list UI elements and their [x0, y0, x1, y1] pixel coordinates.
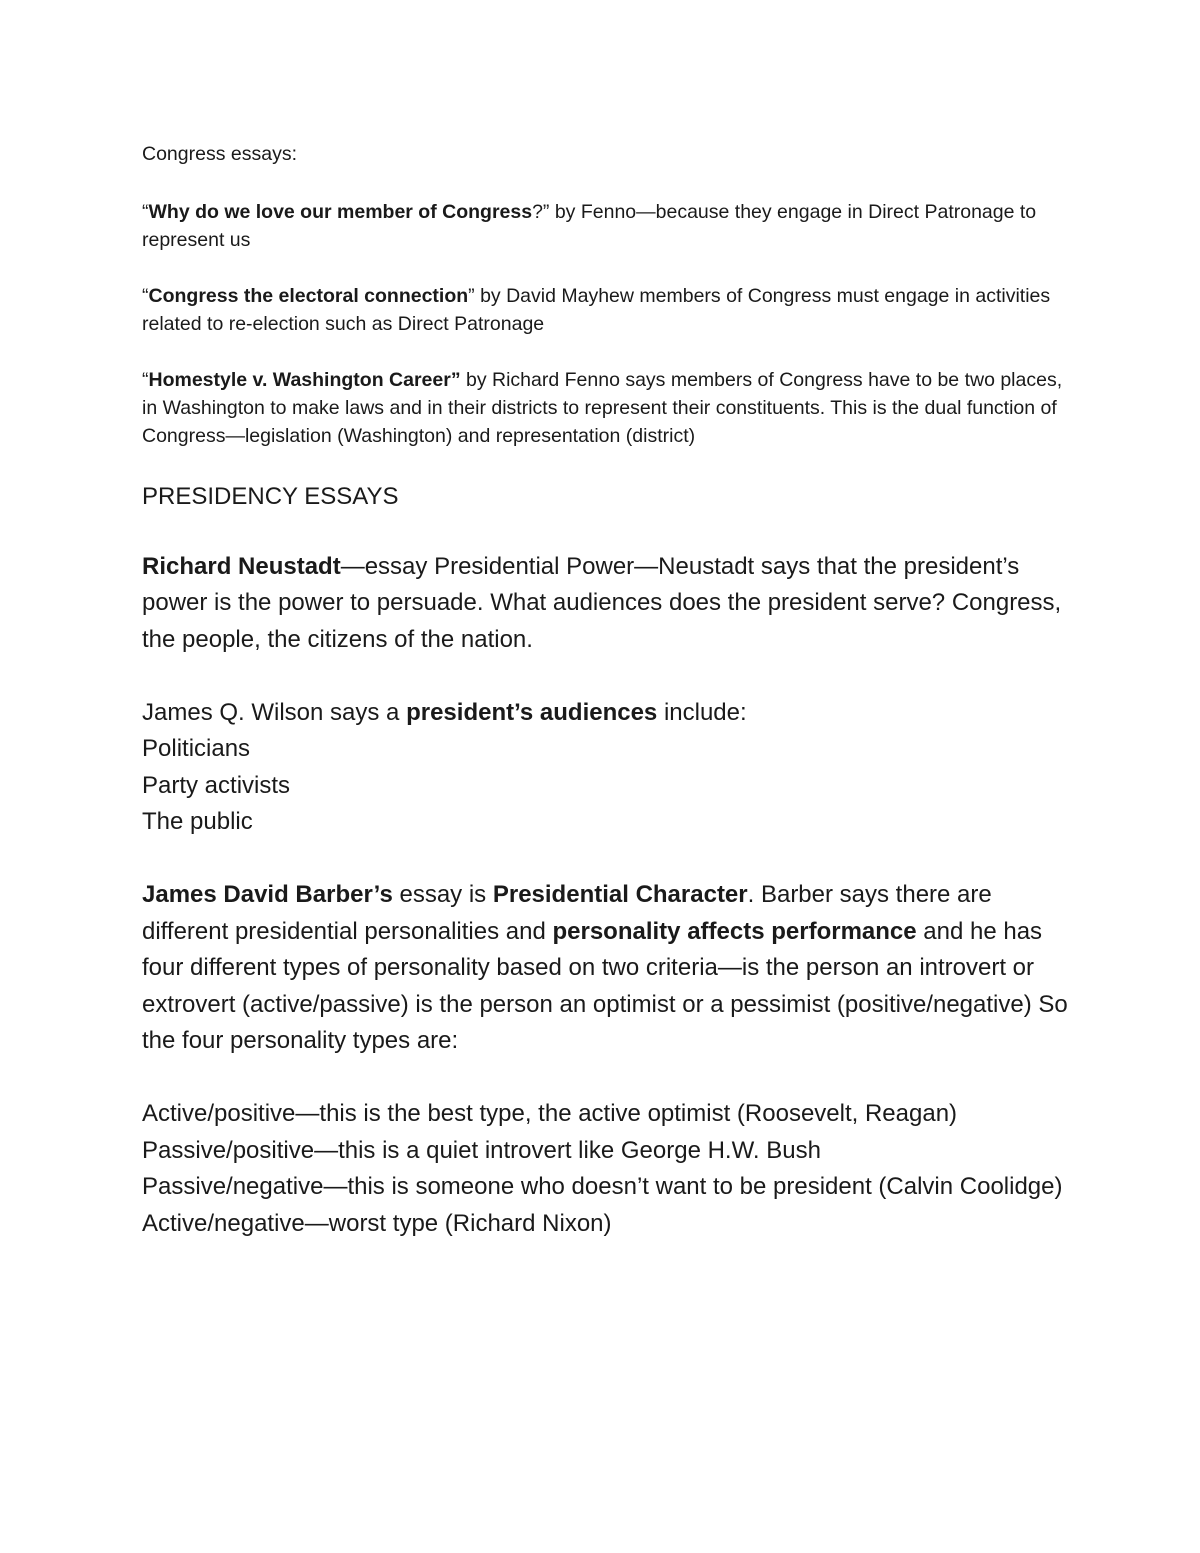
essay-description: by Richard Fenno says members of Congress have to be two places, in Washington to make laws and in their districts to represent their constituents. This is the dual function of Congress—legislation (Washington) and representation (district): [142, 369, 1063, 447]
bold-phrase: personality affects performance: [552, 917, 917, 945]
author-name: Richard Neustadt: [142, 552, 341, 580]
essay-title: Presidential Character: [492, 881, 748, 908]
audience-item: The public: [142, 808, 253, 835]
neustadt-paragraph: [142, 549, 1082, 659]
personality-type-item: Active/positive—this is the best type, the active optimist (Roosevelt, Reagan): [142, 1100, 958, 1127]
spacer: [142, 841, 1082, 878]
barber-paragraph: [142, 877, 1082, 1060]
bold-phrase: president’s audiences: [406, 698, 658, 726]
congress-essay-mayhew: [142, 282, 1082, 338]
open-quote: “: [142, 201, 149, 223]
personality-type-item: Passive/negative—this is someone who doesn’t want to be president (Calvin Coolidge): [142, 1173, 1063, 1200]
essay-title: Why do we love our member of Congress: [148, 201, 533, 223]
author-name: James David Barber’s: [142, 881, 393, 908]
essay-title: Homestyle v. Washington Career”: [148, 369, 461, 391]
essay-title: Congress the electoral connection: [148, 285, 469, 307]
open-quote: “: [142, 369, 149, 391]
paragraph-text: include:: [657, 698, 747, 726]
paragraph-text: —essay Presidential Power—Neustadt says that the president’s power is the power to persuade. What audiences does the president serve? Congress, the people, the citizens of the nation.: [142, 552, 1062, 653]
congress-intro: Congress essays:: [142, 143, 297, 165]
spacer: [142, 1060, 1082, 1097]
open-quote: “: [142, 285, 149, 307]
paragraph-text: and he has four different types of personality based on two criteria—is the person an introvert or extrovert (active/passive) is the person an optimist or a pessimist (positive/negative) So the four personality types are:: [142, 917, 1068, 1054]
personality-type-item: Passive/positive—this is a quiet introvert like George H.W. Bush: [142, 1136, 821, 1164]
document-page: [142, 140, 1082, 1242]
congress-essay-homestyle: [142, 366, 1082, 450]
audience-item: Politicians: [142, 735, 251, 762]
wilson-paragraph: [142, 695, 1082, 841]
congress-essay-fenno: [142, 198, 1082, 254]
essay-description: by Fenno—because they engage in Direct Patronage to represent us: [142, 201, 1037, 251]
presidency-heading: PRESIDENCY ESSAYS: [142, 483, 399, 510]
paragraph-text: . Barber says there are different presidential personalities and: [142, 881, 992, 945]
personality-type-item: Active/negative—worst type (Richard Nixon): [142, 1209, 612, 1237]
paragraph-text: James Q. Wilson says a: [142, 698, 407, 726]
personality-types-list: [142, 1096, 1082, 1242]
spacer: [142, 658, 1082, 695]
spacer: [142, 512, 1082, 549]
title-close: ?”: [532, 201, 550, 223]
audience-item: Party activists: [142, 771, 291, 799]
title-close: ”: [468, 285, 475, 307]
essay-description: by David Mayhew members of Congress must engage in activities related to re-election such as Direct Patronage: [142, 285, 1051, 335]
paragraph-text: essay is: [392, 881, 493, 908]
